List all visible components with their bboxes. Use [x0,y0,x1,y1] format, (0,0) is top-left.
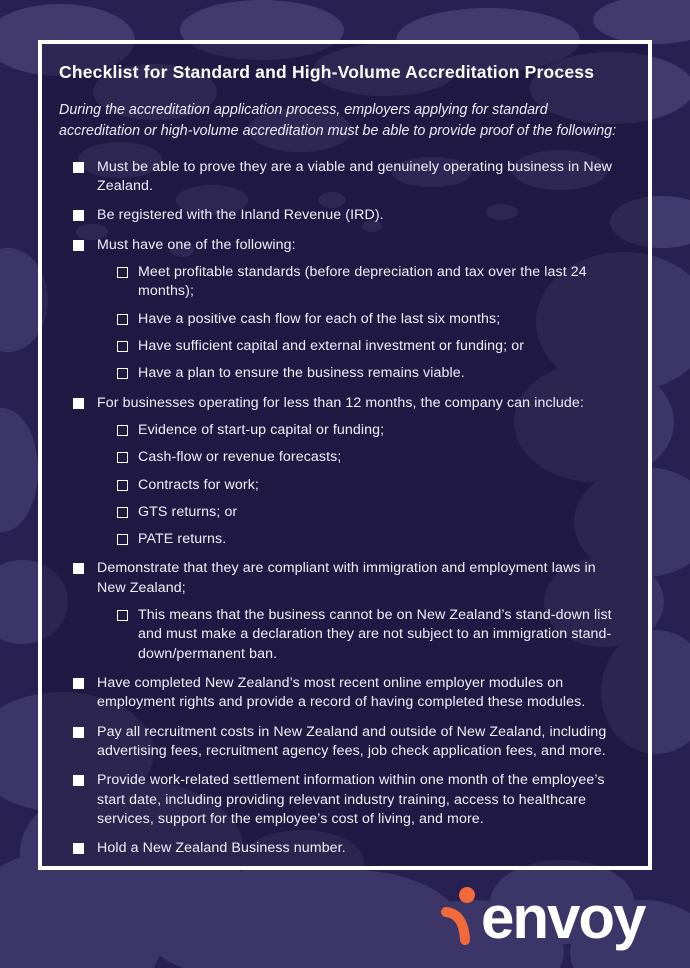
checklist-item-text: Provide work-related settlement information within one month of the employee’s start date, including providing relevant industry training, access to healthcare services, support for the employee’s cost of living, and more. [97,772,605,827]
checklist-item [73,559,628,664]
filled-square-bullet-icon [73,843,84,854]
checklist [59,158,632,859]
hollow-square-bullet-icon [117,507,128,518]
hollow-square-bullet-icon [117,534,128,545]
checklist-subitem-text: Have a plan to ensure the business remains viable. [138,365,465,382]
checklist-subitem-text: Have sufficient capital and external investment or funding; or [138,337,525,354]
checklist-subitem-text: Cash-flow or revenue forecasts; [138,449,342,466]
checklist-item [73,236,628,384]
checklist-subitem-text: PATE returns. [138,531,227,548]
checklist-item-text: Hold a New Zealand Business number. [97,840,346,857]
filled-square-bullet-icon [73,162,84,173]
checklist-item [73,158,628,197]
filled-square-bullet-icon [73,775,84,786]
filled-square-bullet-icon [73,210,84,221]
hollow-square-bullet-icon [117,610,128,621]
hollow-square-bullet-icon [117,480,128,491]
filled-square-bullet-icon [73,727,84,738]
checklist-item-text: Pay all recruitment costs in New Zealand and outside of New Zealand, including advertising fees, recruitment agency fees, job check application fees, and more. [97,723,607,759]
checklist-title: Checklist for Standard and High-Volume Accreditation Process [59,62,595,82]
checklist-subitem-text: Evidence of start-up capital or funding; [138,421,385,438]
checklist-panel [38,40,652,870]
checklist-intro: During the accreditation application process, employers applying for standard accreditation or high-volume accreditation must be able to provide proof of the following: [59,101,617,140]
checklist-subitem [117,530,628,549]
checklist-item [73,394,628,550]
checklist-item [73,674,628,713]
checklist-subitem [117,310,628,329]
hollow-square-bullet-icon [117,368,128,379]
checklist-item-text: Have completed New Zealand’s most recent online employer modules on employment rights and provide a record of having completed these modules. [97,675,586,711]
checklist-subitem [117,476,628,495]
checklist-subitem [117,421,628,440]
checklist-subitem-text: Contracts for work; [138,476,259,493]
checklist-subitem-text: GTS returns; or [138,503,238,520]
checklist-item [73,839,628,858]
checklist-item [73,771,628,829]
hollow-square-bullet-icon [117,452,128,463]
hollow-square-bullet-icon [117,314,128,325]
filled-square-bullet-icon [73,563,84,574]
checklist-subitem [117,337,628,356]
checklist-item-text: For businesses operating for less than 12 months, the company can include: [97,394,584,411]
hollow-square-bullet-icon [117,341,128,352]
checklist-subitem-text: This means that the business cannot be on New Zealand’s stand-down list and must make a declaration they are not subject to an immigration stand-down/permanent ban. [138,607,612,662]
envoy-wordmark: envoy [481,884,645,951]
checklist-item-text: Must have one of the following: [97,236,296,253]
checklist-subitem-text: Meet profitable standards (before depreciation and tax over the last 24 months); [138,264,587,300]
hollow-square-bullet-icon [117,425,128,436]
checklist-item [73,723,628,762]
checklist-subitem [117,448,628,467]
checklist-item-text: Demonstrate that they are compliant with immigration and employment laws in New Zealand; [97,560,596,596]
filled-square-bullet-icon [73,240,84,251]
checklist-item [73,206,628,225]
filled-square-bullet-icon [73,678,84,689]
checklist-subitem [117,503,628,522]
checklist-item-text: Must be able to prove they are a viable and genuinely operating business in New Zealand. [97,158,613,195]
checklist-item-text: Be registered with the Inland Revenue (IRD). [97,207,384,224]
filled-square-bullet-icon [73,398,84,409]
envoy-logo [439,880,657,954]
checklist-subitem [117,263,628,302]
envoy-logo-icon [439,880,657,954]
checklist-subitem-text: Have a positive cash flow for each of the last six months; [138,310,501,327]
checklist-subitem [117,364,628,383]
checklist-subitem [117,606,628,664]
hollow-square-bullet-icon [117,267,128,278]
